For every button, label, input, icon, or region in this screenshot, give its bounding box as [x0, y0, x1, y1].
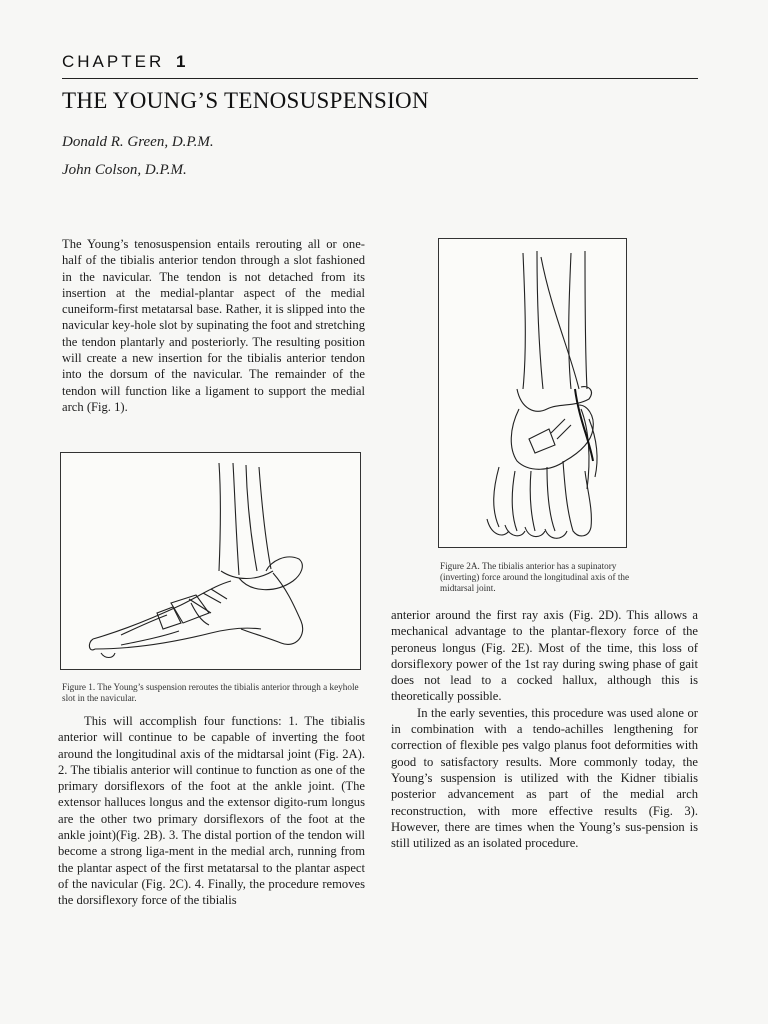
- chapter-word: CHAPTER: [62, 52, 165, 71]
- figure-1: [60, 452, 361, 670]
- functions-paragraph: [58, 713, 365, 909]
- figure-2a-caption: Figure 2A. The tibialis anterior has a supinatory (inverting) force around the longitudinal axis of the midtarsal joint.: [440, 561, 630, 593]
- right-column-text: [391, 607, 698, 851]
- page-title: THE YOUNG’S TENOSUSPENSION: [62, 88, 429, 113]
- figure-1-caption: Figure 1. The Young’s suspension reroutes the tibialis anterior through a keyhole slot in the navicular.: [62, 682, 359, 703]
- foot-dorsal-illustration: [439, 239, 626, 547]
- right-paragraph-2: In the early seventies, this procedure was used alone or in combination with a tendo-achilles lengthening for correction of flexible pes valgo planus foot deformities with good to satisfactory results. More commonly today, the Young’s suspension is utilized with the Kidner tibialis posterior advancement as part of the medial arch reconstruction, with more effective results (Fig. 3). However, there are times when the Young’s sus-pension is still utilized as an isolated procedure.: [391, 705, 698, 851]
- author-2: John Colson, D.P.M.: [62, 162, 187, 178]
- foot-lateral-illustration: [61, 453, 360, 669]
- functions-text: This will accomplish four functions: 1. The tibialis anterior will continue to be capable of inverting the foot around the longitudinal axis of the midtarsal joint (Fig. 2A). 2. The tibialis anterior will continue to function as one of the primary dorsiflexors of the foot at the ankle joint. (The extensor halluces longus and the extensor digito-rum longus are the other two primary dorsiflexors of the foot at the ankle joint)(Fig. 2B). 3. The distal portion of the tendon will become a strong liga-ment in the medial arch, running from the plantar aspect of the first metatarsal to the plantar aspect of the navicular (Fig. 2C). 4. Finally, the procedure removes the dorsiflexory force of the tibialis: [58, 714, 365, 908]
- intro-paragraph: [62, 236, 365, 415]
- right-paragraph-1: anterior around the first ray axis (Fig. 2D). This allows a mechanical advantage to the plantar-flexory force of the peroneus longus (Fig. 2E). Most of the time, this loss of dorsiflexory power of the 1st ray during swing phase of gait does not lead to a cocked hallux, although this is theoretically possible.: [391, 608, 698, 704]
- chapter-number: 1: [175, 52, 189, 71]
- figure-2a: [438, 238, 627, 548]
- chapter-rule: [62, 78, 698, 79]
- chapter-label: [62, 52, 188, 72]
- intro-text: The Young’s tenosuspension entails rerouting all or one-half of the tibialis anterior tendon through a slot fashioned in the navicular. The tendon is not detached from its insertion at the medial-plantar aspect of the medial cuneiform-first metatarsal base. Rather, it is slipped into the navicular key-hole slot by supinating the foot and stretching the tendon plantarly and posteriorly. The resulting position will create a new insertion for the tibialis anterior tendon into the dorsum of the navicular. The remainder of the tendon will function like a ligament to support the medial arch (Fig. 1).: [62, 237, 365, 414]
- author-1: Donald R. Green, D.P.M.: [62, 134, 214, 150]
